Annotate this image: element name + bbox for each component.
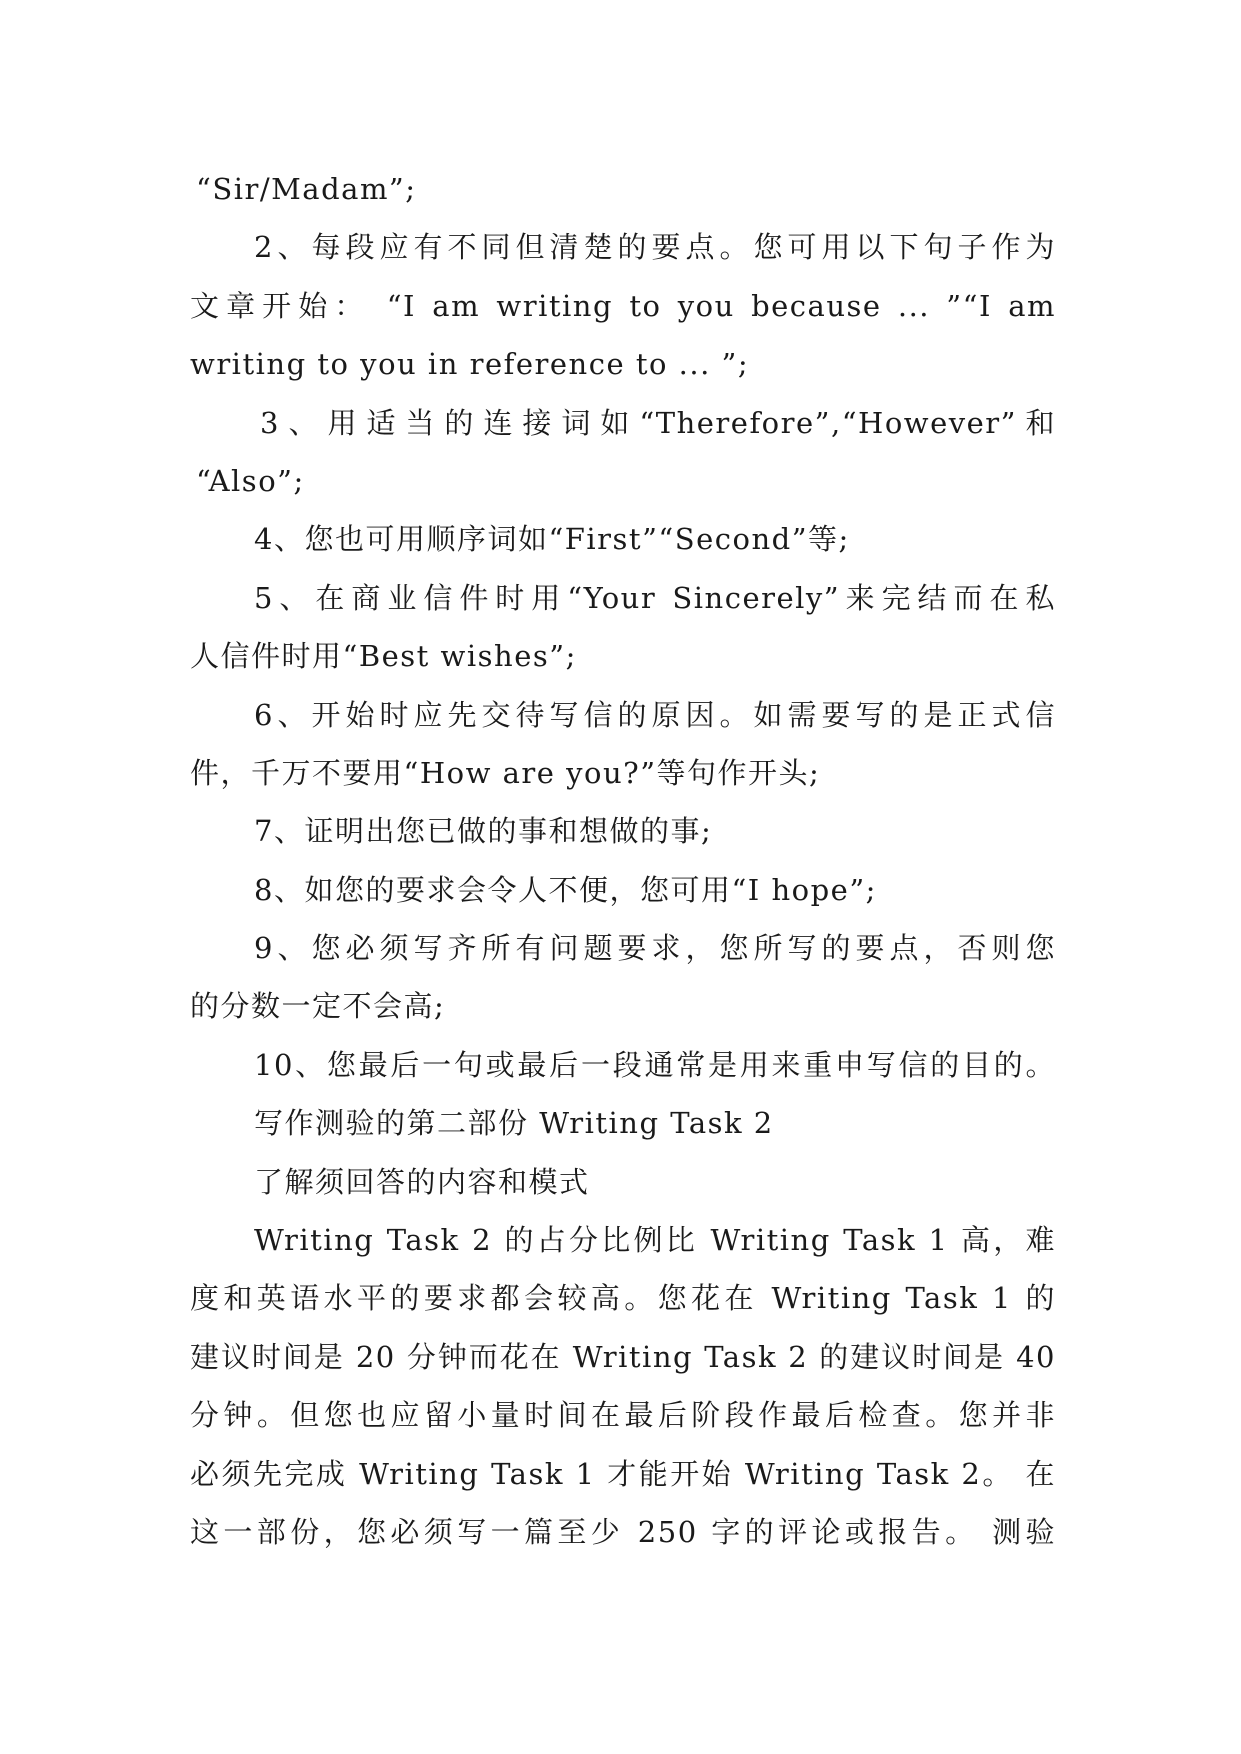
text-line-1: “Sir/Madam”; [196,172,417,206]
text-line-8: 5、在商业信件时用“Your Sincerely”来完结而在私 [254,580,1056,615]
text-line-12: 7、证明出您已做的事和想做的事; [254,814,713,849]
text-line-15: 的分数一定不会高; [190,989,446,1024]
section-subheading: 了解须回答的内容和模式 [254,1164,590,1199]
text-line-13: 8、如您的要求会令人不便，您可用“I hope”; [254,872,877,907]
text-line-16: 10、您最后一句或最后一段通常是用来重申写信的目的。 [254,1047,1056,1082]
text-line-3: 文章开始： “I am writing to you because ... ”“I am [190,288,1056,323]
section-heading: 写作测验的第二部份 Writing Task 2 [254,1106,774,1141]
text-line-2: 2、每段应有不同但清楚的要点。您可用以下句子作为 [254,230,1056,265]
text-line-14: 9、您必须写齐所有问题要求，您所写的要点，否则您 [254,931,1056,966]
text-line-4: writing to you in reference to ... ”; [190,347,750,382]
text-line-24: 这一部份，您必须写一篇至少 250 字的评论或报告。 测验 [190,1514,1056,1549]
text-line-11: 件，千万不要用“How are you?”等句作开头; [190,755,821,790]
document-body [190,160,1056,1561]
text-line-23: 必须先完成 Writing Task 1 才能开始 Writing Task 2。 在 [190,1456,1056,1491]
text-line-7: 4、您也可用顺序词如“First”“Second”等; [254,522,850,557]
text-line-21: 建议时间是 20 分钟而花在 Writing Task 2 的建议时间是 40 [190,1339,1056,1374]
text-line-9: 人信件时用“Best wishes”; [190,639,577,674]
text-line-20: 度和英语水平的要求都会较高。您花在 Writing Task 1 的 [190,1281,1056,1316]
text-line-6: “Also”; [196,463,305,498]
text-line-10: 6、开始时应先交待写信的原因。如需要写的是正式信 [254,697,1056,732]
text-line-5: 3、用适当的连接词如“Therefore”,“However”和 [260,405,1056,440]
text-line-22: 分钟。但您也应留小量时间在最后阶段作最后检查。您并非 [190,1398,1056,1433]
text-line-19: Writing Task 2 的占分比例比 Writing Task 1 高，难 [254,1223,1056,1258]
